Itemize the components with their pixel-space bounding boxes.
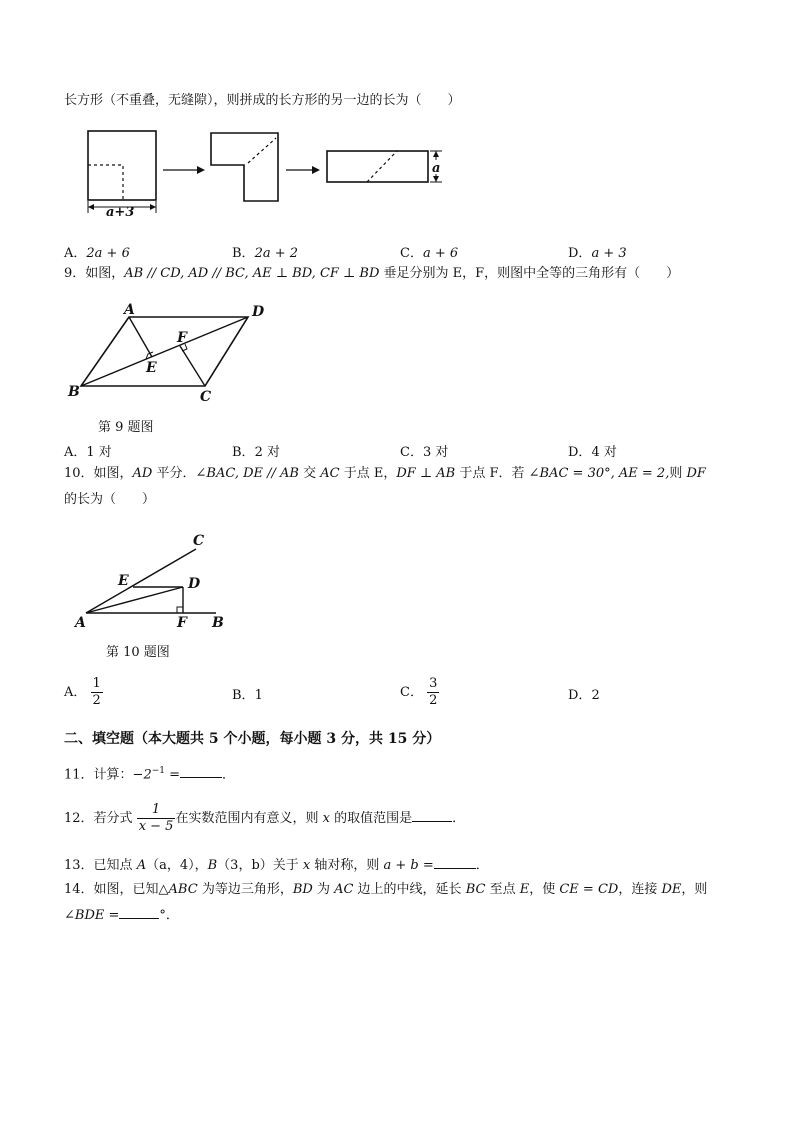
q8-label-bottom: a+3	[106, 205, 135, 220]
section-title: 二、填空题（本大题共 5 个小题，每小题 3 分，共 15 分）	[64, 731, 441, 747]
q9-point-c: C	[200, 389, 212, 405]
q10-point-a: A	[75, 615, 86, 631]
q10-option-b: B．1	[232, 688, 263, 703]
q9-option-d: D．4 对	[568, 445, 617, 460]
q9-point-b: B	[68, 384, 80, 400]
q10-point-b: B	[212, 615, 224, 631]
q10-point-d: D	[188, 576, 201, 592]
q10-option-a: A． $\frac{1}{2}$	[64, 676, 101, 708]
q13-stem: 13．已知点 A（a，4），B（3，b）关于 x 轴对称，则 a + b = ．	[64, 858, 489, 873]
q8-label-side: a	[432, 161, 441, 176]
q13-answer-blank[interactable]	[434, 868, 476, 869]
q10-stem-line1: 10．如图，AD 平分．∠BAC, DE // AB 交 AC 于点 E，DF ⊥ AB 于点 F．若 ∠BAC = 30°, AE = 2,则 DF	[64, 466, 706, 481]
q9-caption: 第 9 题图	[98, 420, 154, 435]
q10-option-d: D．2	[568, 688, 600, 703]
q10-option-a-fraction: $\frac{1}{2}$	[92, 676, 101, 708]
q9-point-e: E	[146, 360, 157, 376]
q14-answer-blank[interactable]	[119, 918, 159, 919]
q8-option-d: D．a + 3	[568, 246, 627, 261]
q8-stem-tail: 长方形（不重叠，无缝隙），则拼成的长方形的另一边的长为（ ）	[64, 93, 461, 108]
q9-point-d: D	[252, 304, 265, 320]
q11-stem: 11．计算：$-2^{-1}$ = ．	[64, 766, 236, 783]
q10-point-e: E	[118, 573, 129, 589]
q8-option-c: C．a + 6	[400, 246, 459, 261]
q10-option-c-fraction: $\frac{3}{2}$	[429, 676, 438, 708]
q9-option-c: C．3 对	[400, 445, 449, 460]
q12-fraction: $\frac{1}{x - 5}$	[138, 802, 174, 834]
q10-caption: 第 10 题图	[106, 645, 170, 660]
q12-stem: 12．若分式 $\frac{1}{x - 5}$ 在实数范围内有意义，则 x 的取值范围是 ．	[64, 802, 466, 834]
q9-stem: 9．如图，AB // CD, AD // BC, AE ⊥ BD, CF ⊥ BD 垂足分别为 E，F，则图中全等的三角形有（ ）	[64, 266, 680, 281]
q14-stem-line1: 14．如图，已知△ABC 为等边三角形，BD 为 AC 边上的中线，延长 BC 至点 E，使 CE = CD，连接 DE，则	[64, 882, 708, 897]
q9-option-b: B．2 对	[232, 445, 280, 460]
q9-point-f: F	[177, 330, 187, 346]
q9-option-a: A．1 对	[64, 445, 112, 460]
q10-point-c: C	[193, 533, 205, 549]
q10-option-c: C． $\frac{3}{2}$	[400, 676, 438, 708]
q14-stem-line2: ∠BDE = °．	[64, 908, 179, 923]
q11-answer-blank[interactable]	[180, 777, 222, 778]
q8-option-a: A．2a + 6	[64, 246, 130, 261]
q8-option-b: B．2a + 2	[232, 246, 299, 261]
q10-stem-line2: 的长为（ ）	[64, 492, 156, 507]
q12-answer-blank[interactable]	[412, 821, 452, 822]
q10-point-f: F	[177, 615, 187, 631]
q9-point-a: A	[124, 302, 135, 318]
